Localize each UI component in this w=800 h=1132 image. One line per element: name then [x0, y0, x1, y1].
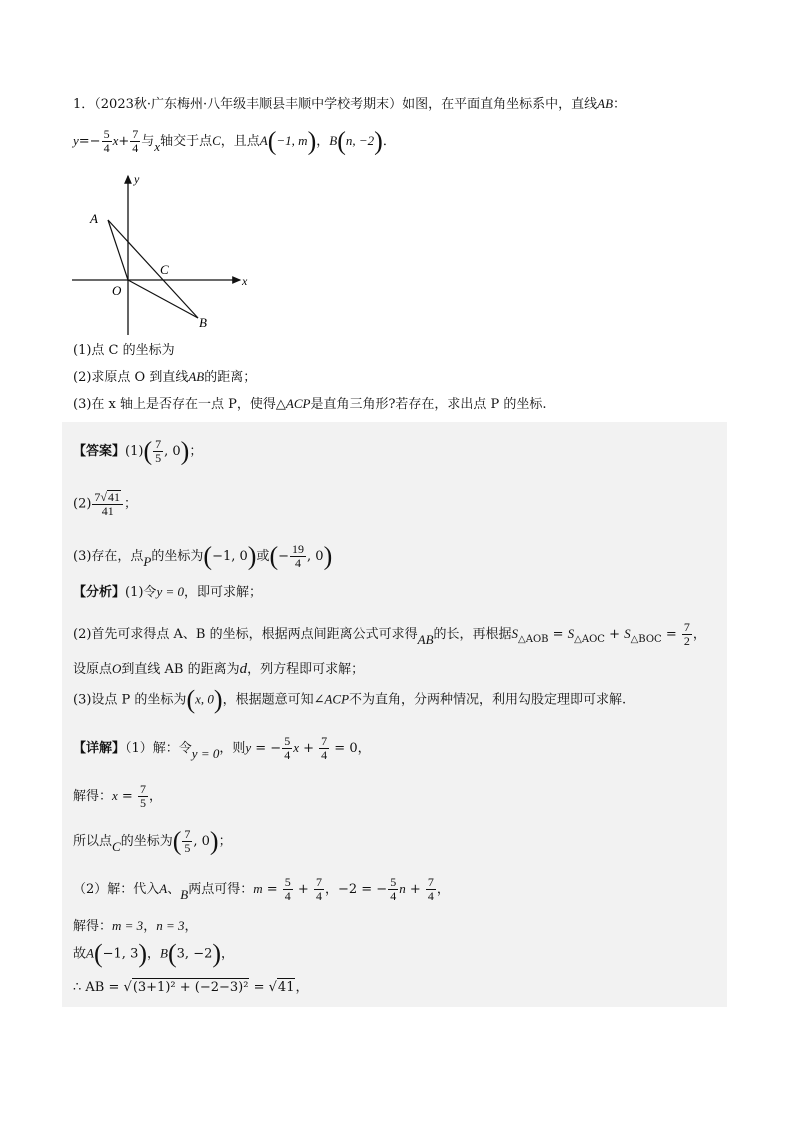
question-line-2: y=− $\frac{5}{4}$ x+ $\frac{7}{4}$ 与x轴交于点C，且点A(−1, m)，B(n, −2)． [73, 126, 396, 156]
analysis-line-3: 设原点O到直线 AB 的距离为d，列方程即可求解； [73, 661, 365, 677]
detail-line-1: 【详解】（1）解：令y = 0，则y = − $\frac{5}{4}$ x + $\frac{7}{4}$ = 0， [73, 734, 371, 762]
detail-line-4: （2）解：代入A、B两点可得：m = $\frac{5}{4}$ + $\frac{7}{4}$ ，−2 = − $\frac{5}{4}$ n + $\frac{7}{4}$ ， [73, 875, 450, 903]
part-1: (1)点 C 的坐标为 [73, 343, 175, 358]
segment-ob [128, 280, 198, 318]
line-ab [108, 220, 198, 318]
point-c-label: C [160, 262, 169, 277]
question-number: 1． [73, 97, 95, 112]
fraction: $\frac{7}{4}$ [132, 127, 139, 155]
detail-line-3: 所以点C的坐标为( $\frac{7}{5}$ , 0)； [73, 826, 232, 856]
answer-line-2: (2) $\frac{7√41}{41}$ ； [73, 490, 138, 518]
analysis-label: 【分析】 [73, 585, 126, 600]
detail-line-2: 解得：x = $\frac{7}{5}$ ， [73, 782, 162, 810]
analysis-line-1: 【分析】(1)令y = 0，即可求解； [73, 584, 262, 600]
detail-line-7: ∴ AB = √(3+1)² + (−2−3)² = √41， [73, 980, 309, 995]
question-line-1: 1．（2023秋·广东梅州·八年级丰顺县丰顺中学校考期末）如图，在平面直角坐标系中，直线AB： [73, 96, 627, 112]
origin-label: O [112, 283, 122, 298]
x-axis-label: x [242, 274, 248, 288]
point-b-label: B [199, 315, 207, 330]
question-source: （2023秋·广东梅州·八年级丰顺县丰顺中学校考期末） [94, 97, 403, 112]
part-3: (3)在 x 轴上是否存在一点 P，使得△ACP是直角三角形?若存在，求出点 P 的坐标. [73, 396, 547, 412]
point-a-label: A [90, 211, 98, 226]
answer-line-3: (3)存在，点P的坐标为(−1, 0)或(− $\frac{19}{4}$ , 0) [73, 541, 333, 571]
answer-line-1: 【答案】(1)( $\frac{7}{5}$ , 0)； [73, 436, 203, 466]
segment-oa [108, 220, 128, 280]
answer-label: 【答案】 [73, 444, 126, 459]
detail-line-6: 故A(−1, 3)，B(3, −2)， [73, 939, 235, 968]
fraction: $\frac{5}{4}$ [103, 127, 110, 155]
coordinate-graph [68, 170, 258, 340]
detail-label: 【详解】 [73, 741, 126, 756]
analysis-line-2: (2)首先可求得点 A、B 的坐标，根据两点间距离公式可求得AB的长，再根据$S_{\triangle AOB} = S_{\triangle AOC} + S_{\triangle BOC}$ = $\frac{7}{2}$ ， [73, 620, 706, 648]
y-axis-label: y [134, 172, 140, 186]
detail-line-5: 解得：m = 3，n = 3， [73, 918, 198, 934]
analysis-line-4: (3)设点 P 的坐标为(x, 0)，根据题意可知∠ACP不为直角，分两种情况，利用勾股定理即可求解. [73, 685, 627, 714]
part-2: (2)求原点 O 到直线AB的距离； [73, 369, 257, 385]
